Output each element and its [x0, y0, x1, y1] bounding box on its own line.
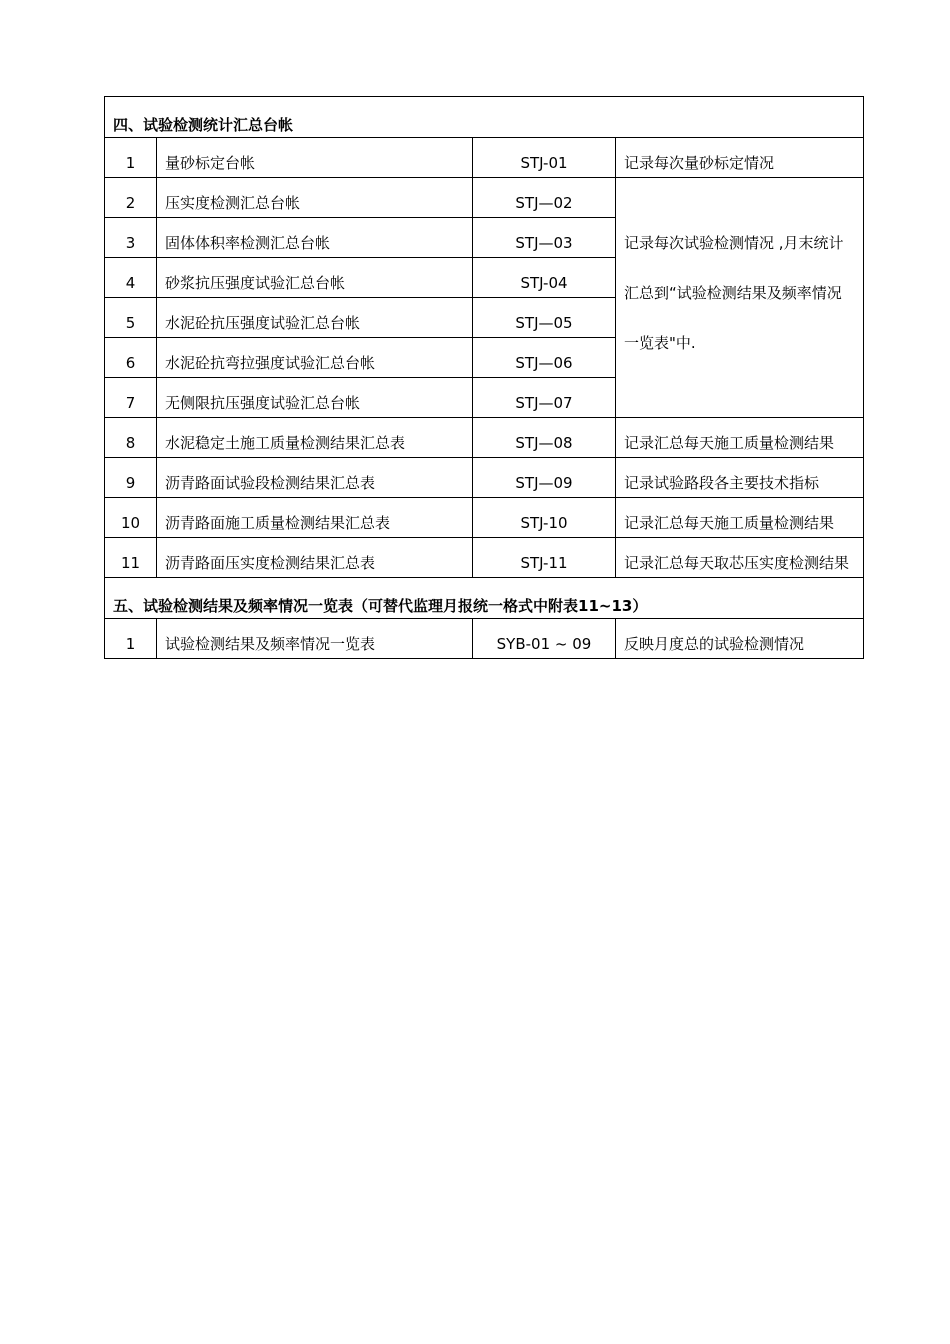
- section-5-title: 五、试验检测结果及频率情况一览表（可替代监理月报统一格式中附表11~13）: [105, 578, 864, 619]
- row-number: 11: [105, 538, 157, 578]
- row-number: 1: [105, 619, 157, 659]
- section-header-row: [105, 578, 864, 619]
- ledger-note: 记录每次量砂标定情况: [616, 138, 864, 178]
- ledger-name: 沥青路面试验段检测结果汇总表: [157, 458, 473, 498]
- ledger-name: 量砂标定台帐: [157, 138, 473, 178]
- ledger-name: 水泥稳定土施工质量检测结果汇总表: [157, 418, 473, 458]
- row-number: 9: [105, 458, 157, 498]
- row-number: 2: [105, 178, 157, 218]
- ledger-name: 水泥砼抗弯拉强度试验汇总台帐: [157, 338, 473, 378]
- ledger-table: [104, 96, 864, 659]
- ledger-note: 反映月度总的试验检测情况: [616, 619, 864, 659]
- ledger-name: 沥青路面压实度检测结果汇总表: [157, 538, 473, 578]
- table-row: [105, 498, 864, 538]
- ledger-note: 记录试验路段各主要技术指标: [616, 458, 864, 498]
- ledger-name: 试验检测结果及频率情况一览表: [157, 619, 473, 659]
- ledger-name: 沥青路面施工质量检测结果汇总表: [157, 498, 473, 538]
- ledger-name: 压实度检测汇总台帐: [157, 178, 473, 218]
- ledger-code: STJ—03: [473, 218, 616, 258]
- row-number: 6: [105, 338, 157, 378]
- table-row: [105, 178, 864, 218]
- section-header-row: [105, 97, 864, 138]
- row-number: 5: [105, 298, 157, 338]
- table-row: [105, 418, 864, 458]
- row-number: 10: [105, 498, 157, 538]
- ledger-code: STJ-10: [473, 498, 616, 538]
- ledger-code: STJ-04: [473, 258, 616, 298]
- ledger-code: STJ—08: [473, 418, 616, 458]
- row-number: 8: [105, 418, 157, 458]
- ledger-code: STJ—05: [473, 298, 616, 338]
- row-number: 7: [105, 378, 157, 418]
- ledger-name: 固体体积率检测汇总台帐: [157, 218, 473, 258]
- ledger-name: 砂浆抗压强度试验汇总台帐: [157, 258, 473, 298]
- table-row: [105, 138, 864, 178]
- ledger-code: SYB-01 ~ 09: [473, 619, 616, 659]
- ledger-note: 记录汇总每天施工质量检测结果: [616, 498, 864, 538]
- ledger-code: STJ-01: [473, 138, 616, 178]
- row-number: 4: [105, 258, 157, 298]
- row-number: 1: [105, 138, 157, 178]
- ledger-name: 无侧限抗压强度试验汇总台帐: [157, 378, 473, 418]
- ledger-name: 水泥砼抗压强度试验汇总台帐: [157, 298, 473, 338]
- table-row: [105, 458, 864, 498]
- ledger-code: STJ—02: [473, 178, 616, 218]
- ledger-code: STJ—09: [473, 458, 616, 498]
- ledger-note: 记录汇总每天取芯压实度检测结果: [616, 538, 864, 578]
- ledger-note: 记录汇总每天施工质量检测结果: [616, 418, 864, 458]
- section-4-title: 四、试验检测统计汇总台帐: [105, 97, 864, 138]
- row-number: 3: [105, 218, 157, 258]
- table-row: [105, 619, 864, 659]
- merged-ledger-note: 记录每次试验检测情况 ,月末统计汇总到“试验检测结果及频率情况一览表"中.: [616, 178, 864, 418]
- ledger-code: STJ—06: [473, 338, 616, 378]
- ledger-code: STJ-11: [473, 538, 616, 578]
- table-row: [105, 538, 864, 578]
- ledger-code: STJ—07: [473, 378, 616, 418]
